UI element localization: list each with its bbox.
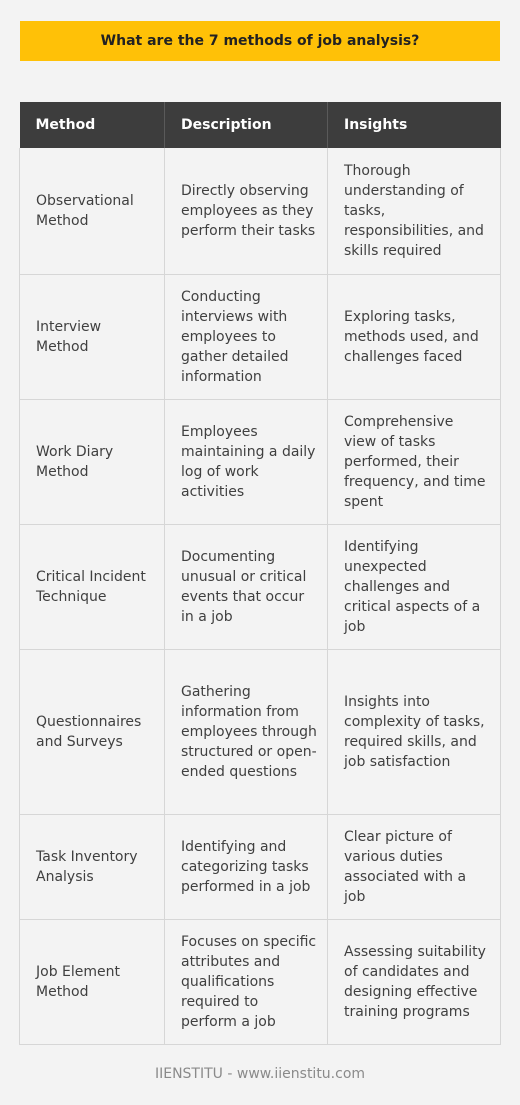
method-cell: Work Diary Method xyxy=(20,399,165,524)
table-row xyxy=(20,274,501,399)
description-cell: Focuses on specific attributes and qualifications required to perform a job xyxy=(165,919,328,1044)
footer-credit: IIENSTITU - www.iienstitu.com xyxy=(154,1066,366,1082)
insights-cell: Clear picture of various duties associated with a job xyxy=(328,814,501,919)
table-row xyxy=(20,399,501,524)
table-row xyxy=(20,919,501,1044)
method-cell: Critical Incident Technique xyxy=(20,524,165,649)
insights-cell: Thorough understanding of tasks, responsibilities, and skills required xyxy=(328,148,501,274)
description-cell: Employees maintaining a daily log of work activities xyxy=(165,399,328,524)
method-cell: Interview Method xyxy=(20,274,165,399)
method-cell: Observational Method xyxy=(20,148,165,274)
method-cell: Job Element Method xyxy=(20,919,165,1044)
column-header-insights: Insights xyxy=(328,102,501,148)
column-header-description: Description xyxy=(165,102,328,148)
table-row xyxy=(20,148,501,274)
description-cell: Identifying and categorizing tasks performed in a job xyxy=(165,814,328,919)
table-header-row xyxy=(20,102,501,148)
table-row xyxy=(20,814,501,919)
insights-cell: Insights into complexity of tasks, required skills, and job satisfaction xyxy=(328,649,501,814)
description-cell: Gathering information from employees through structured or open-ended questions xyxy=(165,649,328,814)
insights-cell: Exploring tasks, methods used, and challenges faced xyxy=(328,274,501,399)
insights-cell: Comprehensive view of tasks performed, their frequency, and time spent xyxy=(328,399,501,524)
insights-cell: Identifying unexpected challenges and critical aspects of a job xyxy=(328,524,501,649)
table-row xyxy=(20,524,501,649)
description-cell: Conducting interviews with employees to gather detailed information xyxy=(165,274,328,399)
method-cell: Questionnaires and Surveys xyxy=(20,649,165,814)
description-cell: Directly observing employees as they perform their tasks xyxy=(165,148,328,274)
method-cell: Task Inventory Analysis xyxy=(20,814,165,919)
description-cell: Documenting unusual or critical events that occur in a job xyxy=(165,524,328,649)
methods-table xyxy=(19,102,501,1045)
table-row xyxy=(20,649,501,814)
insights-cell: Assessing suitability of candidates and designing effective training programs xyxy=(328,919,501,1044)
column-header-method: Method xyxy=(20,102,165,148)
page-title: What are the 7 methods of job analysis? xyxy=(100,33,420,49)
title-banner xyxy=(20,21,500,61)
